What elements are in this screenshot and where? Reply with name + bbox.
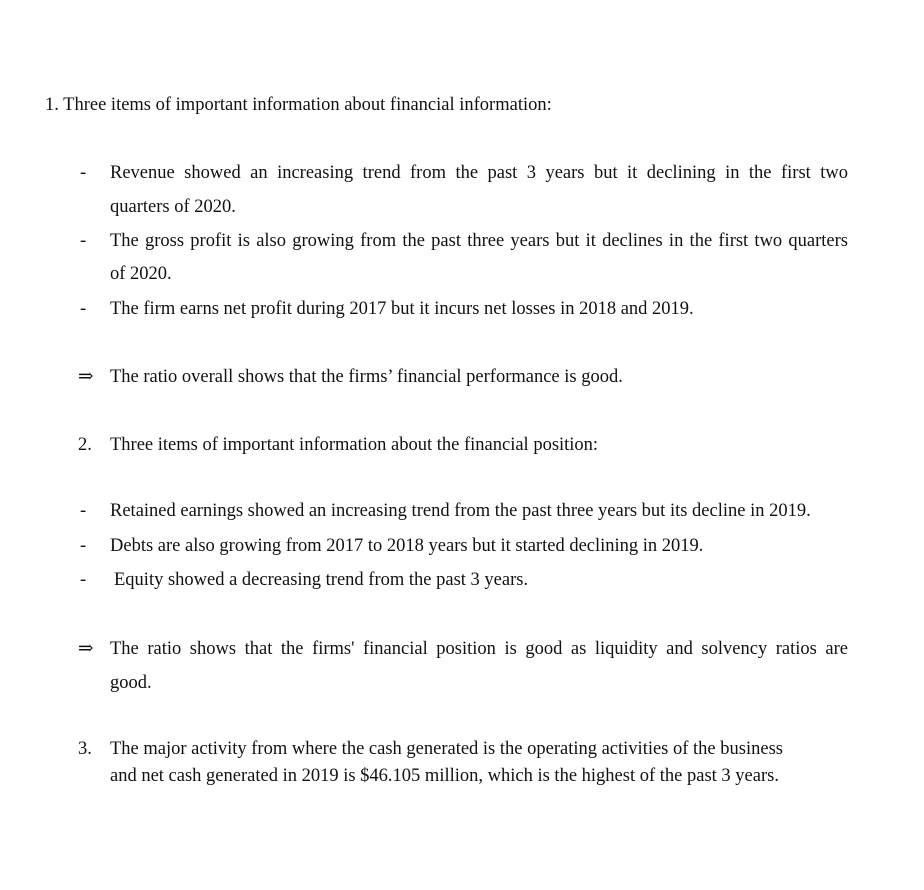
bullet-dash: - xyxy=(80,570,87,590)
bullet-1-1-line-2: quarters of 2020. xyxy=(110,197,236,217)
section-2-number: 2. xyxy=(78,435,92,455)
section-2-conclusion-line-1: The ratio shows that the firms' financial position is good as liquidity and solvency ratios are xyxy=(110,639,848,659)
bullet-1-3-line-1: The firm earns net profit during 2017 but it incurs net losses in 2018 and 2019. xyxy=(110,299,694,319)
section-3-line-1: The major activity from where the cash generated is the operating activities of the business xyxy=(110,739,783,759)
bullet-dash: - xyxy=(80,163,87,183)
bullet-dash: - xyxy=(80,299,87,319)
bullet-dash: - xyxy=(80,231,87,251)
bullet-2-1-line-1: Retained earnings showed an increasing trend from the past three years but its decline in 2019. xyxy=(110,501,811,521)
section-3-line-2: and net cash generated in 2019 is $46.105 million, which is the highest of the past 3 years. xyxy=(110,766,779,786)
bullet-dash: - xyxy=(80,536,87,556)
bullet-1-2-line-1: The gross profit is also growing from the past three years but it declines in the first two quarters xyxy=(110,231,848,251)
section-1-conclusion: The ratio overall shows that the firms’ financial performance is good. xyxy=(110,367,623,387)
section-2-conclusion-line-2: good. xyxy=(110,673,152,693)
bullet-2-3-line-1: Equity showed a decreasing trend from the past 3 years. xyxy=(114,570,529,590)
bullet-1-2-line-2: of 2020. xyxy=(110,264,172,284)
section-3-number: 3. xyxy=(78,739,92,759)
bullet-1-1-line-1: Revenue showed an increasing trend from the past 3 years but it declining in the first two xyxy=(110,163,848,183)
section-2-heading: Three items of important information about the financial position: xyxy=(110,435,599,455)
arrow-icon: ⇒ xyxy=(78,639,94,659)
arrow-icon: ⇒ xyxy=(78,367,94,387)
bullet-dash: - xyxy=(80,501,87,521)
section-1-heading: 1. Three items of important information about financial information: xyxy=(45,95,552,115)
bullet-2-2-line-1: Debts are also growing from 2017 to 2018 years but it started declining in 2019. xyxy=(110,536,704,556)
